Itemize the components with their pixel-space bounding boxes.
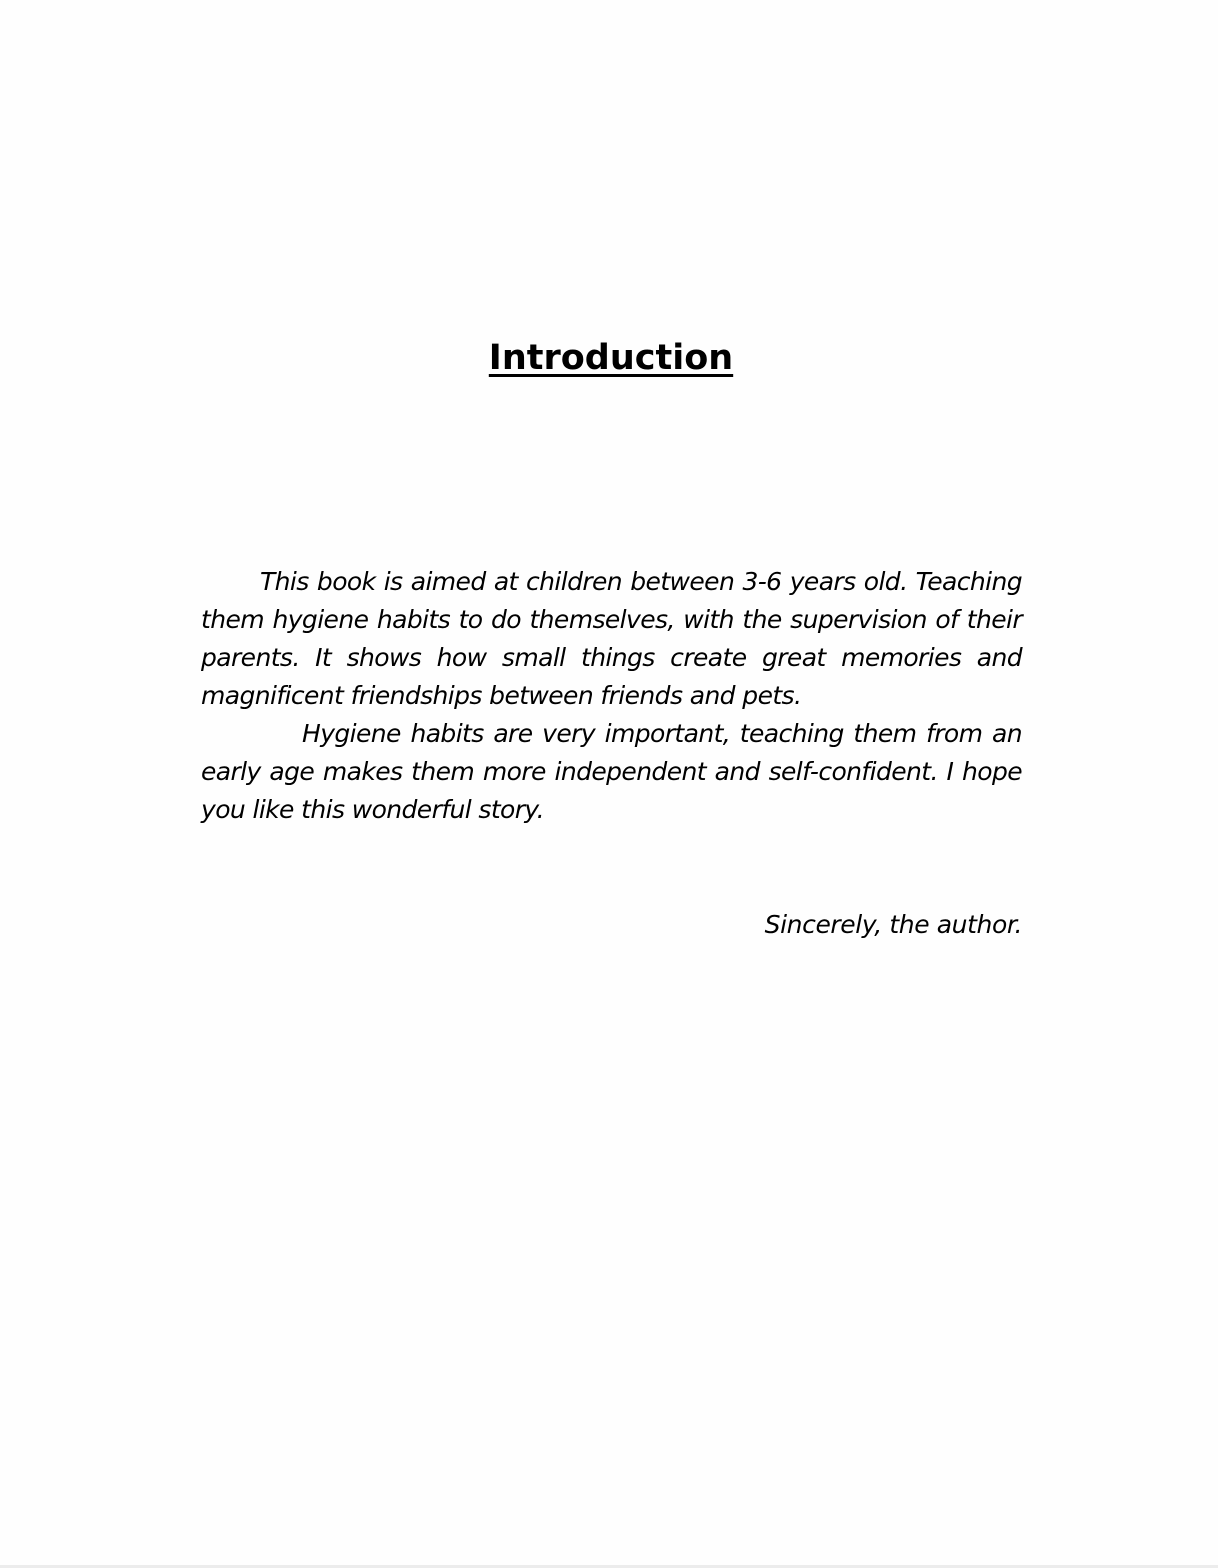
author-signature: Sincerely, the author. — [764, 910, 1022, 939]
body-paragraph-2: Hygiene habits are very important, teaching them from an early age makes them more independent and self-confident. I hope you like this wonderful story. — [201, 719, 1022, 824]
body-paragraph-1: This book is aimed at children between 3-6 years old. Teaching them hygiene habits to do themselves, with the supervision of their parents. It shows how small things create great memories and magnificent friendships between friends and pets. — [201, 567, 1022, 710]
introduction-body — [201, 563, 1022, 829]
page-title — [0, 336, 1218, 380]
page-title-text: Introduction — [488, 338, 734, 378]
